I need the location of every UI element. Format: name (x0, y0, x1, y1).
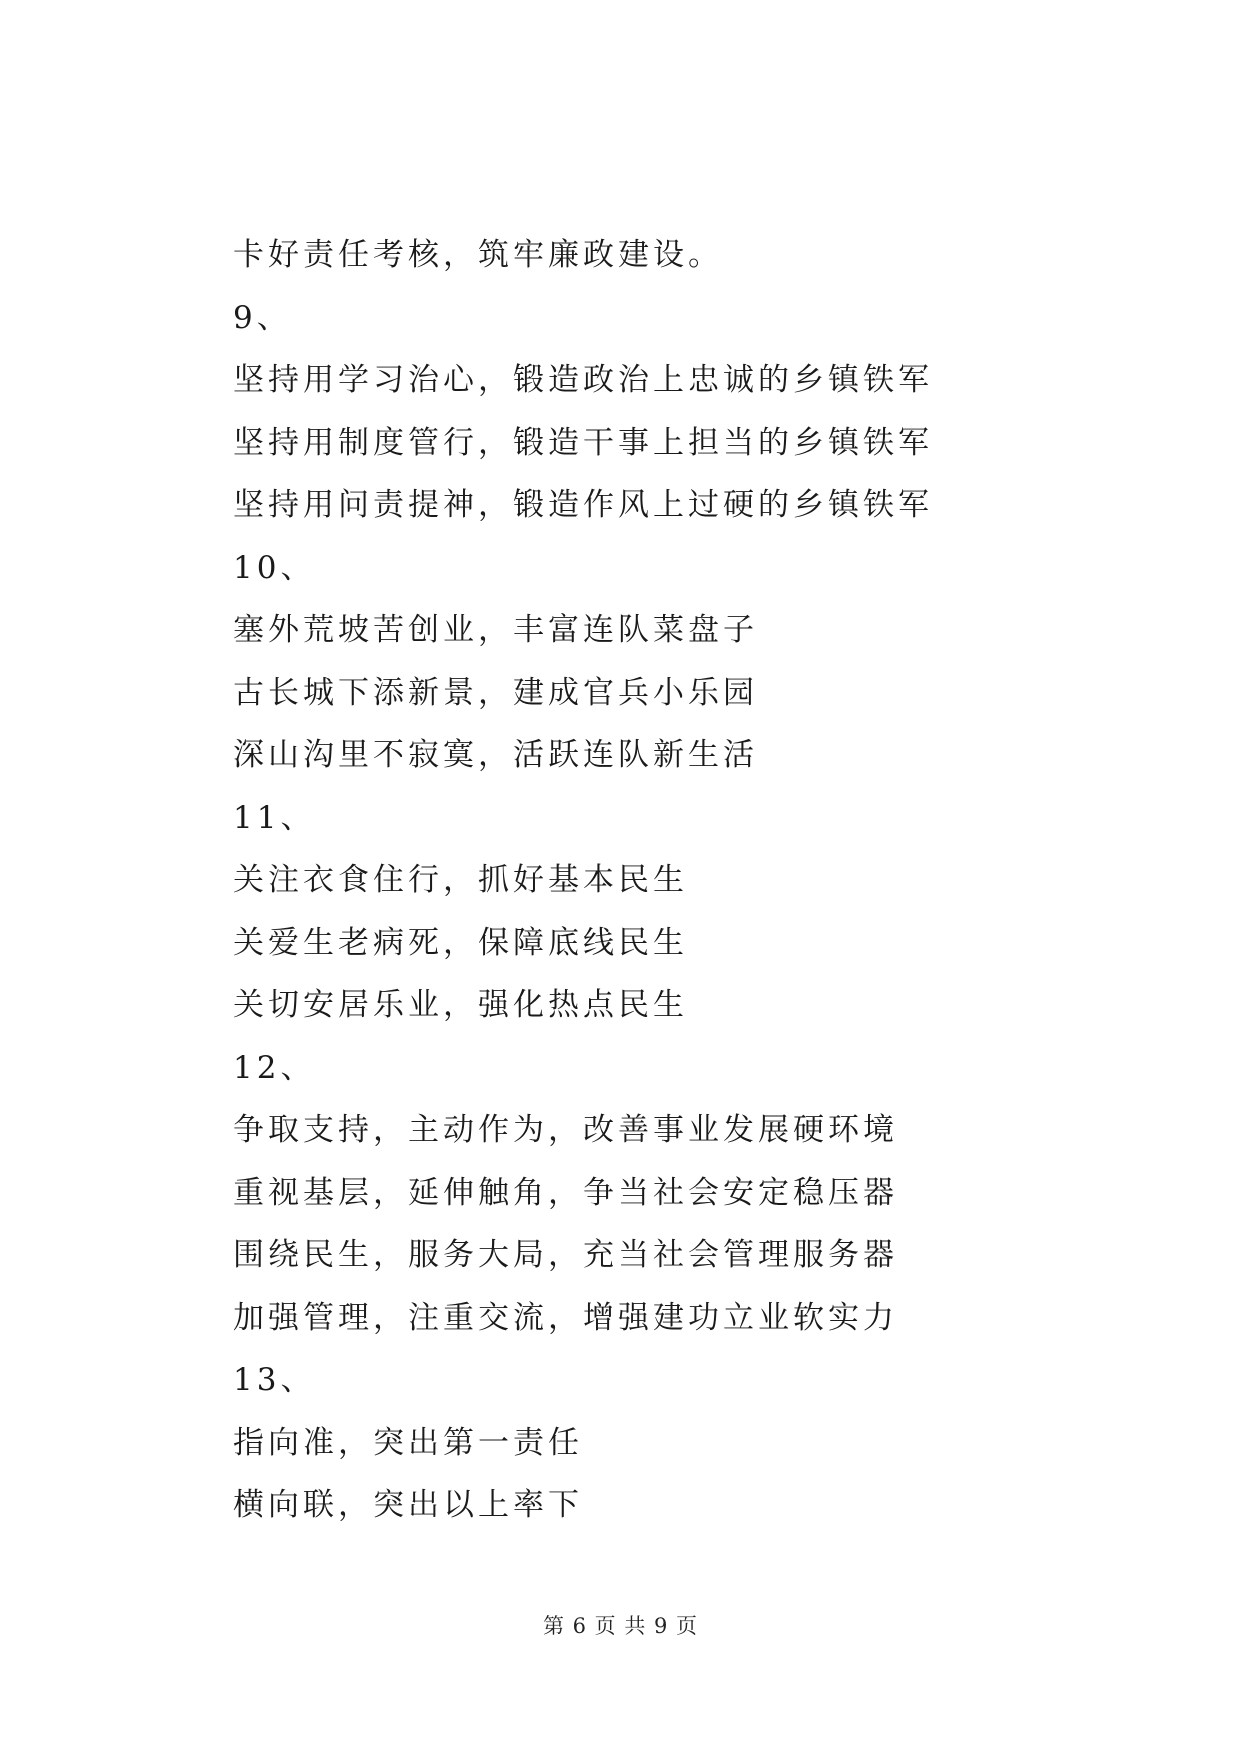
document-body (233, 224, 1053, 1537)
text-line: 坚持用制度管行，锻造干事上担当的乡镇铁军 (233, 424, 933, 461)
text-line: 关切安居乐业，强化热点民生 (233, 987, 688, 1023)
text-line: 加强管理，注重交流，增强建功立业软实力 (233, 1299, 898, 1336)
text-line: 关注衣食住行，抓好基本民生 (233, 862, 688, 898)
section-number: 11、 (233, 799, 316, 836)
section-number: 13、 (233, 1362, 316, 1398)
text-line: 争取支持，主动作为，改善事业发展硬环境 (233, 1112, 898, 1148)
text-line: 坚持用学习治心，锻造政治上忠诚的乡镇铁军 (233, 362, 933, 398)
text-line: 指向准，突出第一责任 (233, 1424, 583, 1461)
section-number: 9、 (233, 299, 292, 336)
text-line: 围绕民生，服务大局，充当社会管理服务器 (233, 1237, 898, 1273)
text-line: 重视基层，延伸触角，争当社会安定稳压器 (233, 1174, 898, 1211)
section-number: 10、 (233, 549, 316, 586)
text-line: 关爱生老病死，保障底线民生 (233, 924, 688, 961)
text-line: 横向联，突出以上率下 (233, 1487, 583, 1523)
text-line: 卡好责任考核，筑牢廉政建设。 (233, 237, 723, 273)
page-footer: 第 6 页 共 9 页 (542, 1614, 699, 1638)
section-number: 12、 (233, 1049, 316, 1086)
text-line: 古长城下添新景，建成官兵小乐园 (233, 674, 758, 711)
text-line: 塞外荒坡苦创业，丰富连队菜盘子 (233, 612, 758, 648)
text-line: 深山沟里不寂寞，活跃连队新生活 (233, 737, 758, 773)
text-line: 坚持用问责提神，锻造作风上过硬的乡镇铁军 (233, 487, 933, 523)
